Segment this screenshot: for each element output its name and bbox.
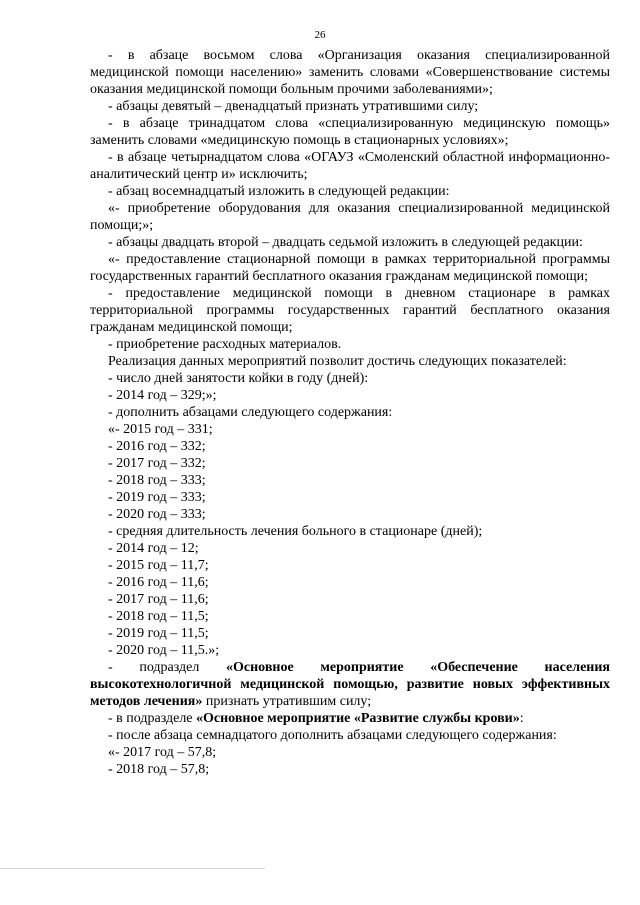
list-item: - 2019 год – 11,5;: [108, 626, 209, 641]
list-item: - 2015 год – 11,7;: [108, 558, 209, 573]
page-number: 26: [314, 29, 326, 41]
list-item: - 2016 год – 11,6;: [108, 575, 209, 590]
paragraph: - в абзаце четырнадцатом слова «ОГАУЗ «Смоленский областной информационно-аналитический центр и» исключить;: [90, 150, 610, 182]
footer-rule: [0, 868, 265, 869]
paragraph: «- приобретение оборудования для оказания специализированной медицинской помощи;»;: [90, 201, 610, 233]
paragraph: «- предоставление стационарной помощи в рамках территориальной программы государственных гарантий бесплатного оказания гражданам медицинской помощи;: [90, 252, 610, 284]
paragraph: - после абзаца семнадцатого дополнить абзацами следующего содержания:: [108, 728, 557, 743]
paragraph-prefix: - подраздел: [108, 660, 227, 675]
paragraph: - абзац восемнадцатый изложить в следующей редакции:: [108, 184, 450, 199]
list-item: - число дней занятости койки в году (дней):: [108, 371, 369, 386]
list-item: - 2019 год – 333;: [108, 490, 206, 505]
paragraph: - в абзаце тринадцатом слова «специализированную медицинскую помощь» заменить словами «медицинскую помощь в стационарных условиях»;: [90, 116, 610, 148]
list-item: - 2018 год – 11,5;: [108, 609, 209, 624]
paragraph: [90, 710, 610, 727]
document-body: [90, 47, 610, 778]
paragraph-suffix: признать утратившим силу;: [202, 694, 372, 709]
paragraph: [90, 659, 610, 710]
bold-subsection-title: «Основное мероприятие «Развитие службы крови»: [196, 711, 520, 726]
paragraph-prefix: - в подразделе: [108, 711, 197, 726]
paragraph: - приобретение расходных материалов.: [108, 337, 342, 352]
paragraph: - предоставление медицинской помощи в дневном стационаре в рамках территориальной программы государственных гарантий бесплатного оказания гражданам медицинской помощи;: [90, 286, 610, 335]
list-item: - 2020 год – 11,5.»;: [108, 643, 220, 658]
bold-subsection-title: «Основное мероприятие «Обеспечение населения высокотехнологичной медицинской помощью, развитие новых эффективных методов лечения»: [90, 660, 610, 709]
paragraph: Реализация данных мероприятий позволит достичь следующих показателей:: [108, 354, 567, 369]
paragraph: - в абзаце восьмом слова «Организация оказания специализированной медицинской помощи населению» заменить словами «Совершенствование системы оказания медицинской помощи больным прочими заболеваниями»;: [90, 48, 610, 97]
list-item: - 2014 год – 12;: [108, 541, 199, 556]
paragraph: - абзацы двадцать второй – двадцать седьмой изложить в следующей редакции:: [108, 235, 583, 250]
paragraph: - абзацы девятый – двенадцатый признать утратившими силу;: [108, 99, 479, 114]
list-item: - 2017 год – 332;: [108, 456, 206, 471]
list-item: «- 2015 год – 331;: [108, 422, 213, 437]
list-item: - 2017 год – 11,6;: [108, 592, 209, 607]
paragraph-suffix: :: [519, 711, 524, 726]
list-item: - 2018 год – 333;: [108, 473, 206, 488]
list-item: - 2014 год – 329;»;: [108, 388, 217, 403]
list-item: - средняя длительность лечения больного в стационаре (дней);: [108, 524, 483, 539]
list-item: «- 2017 год – 57,8;: [108, 745, 217, 760]
list-item: - 2016 год – 332;: [108, 439, 206, 454]
list-item: - 2018 год – 57,8;: [108, 762, 210, 777]
list-item: - 2020 год – 333;: [108, 507, 206, 522]
list-item: - дополнить абзацами следующего содержания:: [108, 405, 393, 420]
